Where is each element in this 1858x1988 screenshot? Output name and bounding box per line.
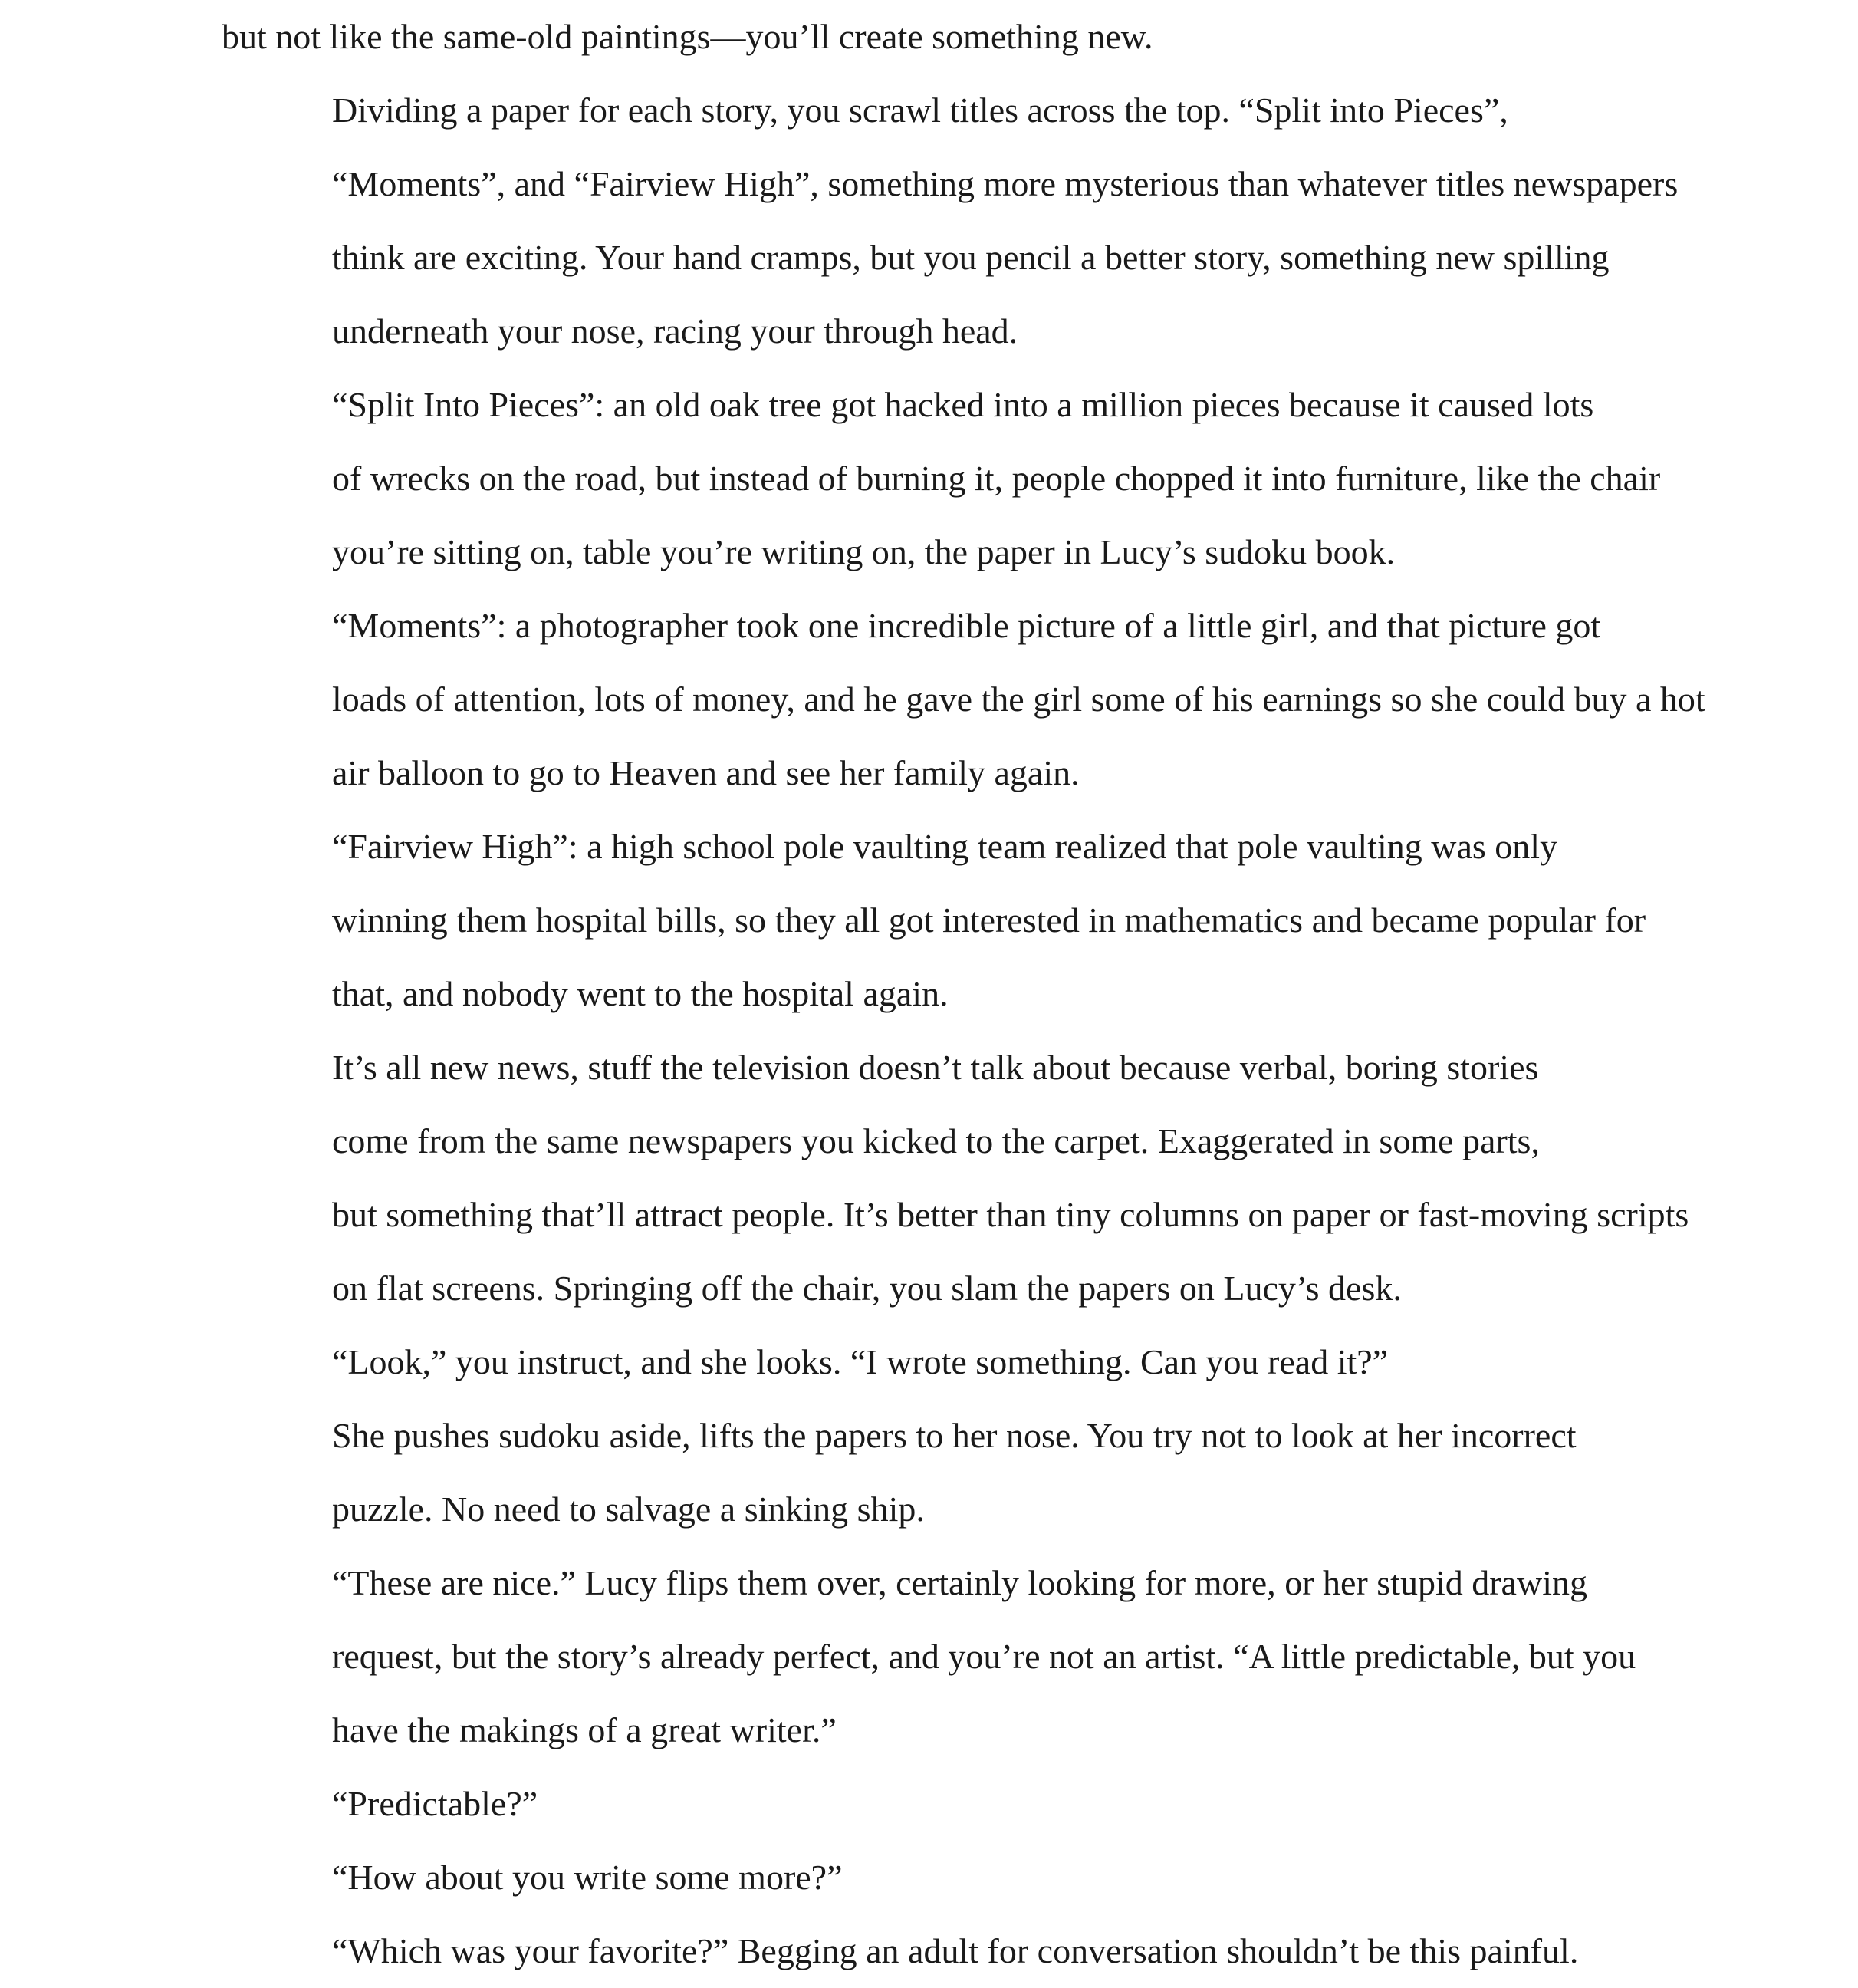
text-line: “Look,” you instruct, and she looks. “I wrote something. Can you read it?” (332, 1342, 1389, 1381)
text-line: “Which was your favorite?” Begging an adult for conversation shouldn’t be this painful. (332, 1931, 1579, 1970)
text-line: of wrecks on the road, but instead of burning it, people chopped it into furniture, like the chair (332, 459, 1661, 498)
document-body (222, 0, 1705, 1988)
text-line: loads of attention, lots of money, and he gave the girl some of his earnings so she could buy a hot (332, 680, 1705, 719)
text-line: It’s all new news, stuff the television doesn’t talk about because verbal, boring stories (332, 1048, 1539, 1087)
paragraph (222, 74, 1679, 368)
text-line: but something that’ll attract people. It’s better than tiny columns on paper or fast-moving scripts (332, 1195, 1689, 1234)
text-line: that, and nobody went to the hospital again. (332, 974, 949, 1013)
text-line: “How about you write some more?” (332, 1858, 843, 1897)
text-line: winning them hospital bills, so they all got interested in mathematics and became popular for (332, 900, 1646, 940)
text-line: She pushes sudoku aside, lifts the papers to her nose. You try not to look at her incorrect (332, 1416, 1577, 1455)
text-line: but not like the same-old paintings—you’ll create something new. (222, 17, 1153, 56)
paragraph (222, 1914, 1679, 1988)
text-line: air balloon to go to Heaven and see her family again. (332, 753, 1080, 792)
text-line: Dividing a paper for each story, you scrawl titles across the top. “Split into Pieces”, (332, 91, 1508, 130)
text-line: “Moments”, and “Fairview High”, something more mysterious than whatever titles newspapers (332, 164, 1679, 203)
text-line: “Moments”: a photographer took one incredible picture of a little girl, and that picture got (332, 606, 1601, 645)
text-line: have the makings of a great writer.” (332, 1710, 837, 1749)
paragraph (222, 810, 1679, 1031)
text-line: underneath your nose, racing your through head. (332, 311, 1018, 351)
text-line: request, but the story’s already perfect, and you’re not an artist. “A little predictable, but you (332, 1637, 1636, 1676)
text-line: “Split Into Pieces”: an old oak tree got hacked into a million pieces because it caused lots (332, 385, 1594, 424)
paragraph (222, 1546, 1679, 1767)
paragraph (222, 589, 1705, 810)
paragraph (222, 1325, 1679, 1399)
text-line: “Fairview High”: a high school pole vaulting team realized that pole vaulting was only (332, 827, 1558, 866)
text-line: puzzle. No need to salvage a sinking ship. (332, 1489, 925, 1529)
paragraph (222, 0, 1679, 74)
text-line: “These are nice.” Lucy flips them over, certainly looking for more, or her stupid drawing (332, 1563, 1587, 1602)
text-line: think are exciting. Your hand cramps, but you pencil a better story, something new spilling (332, 238, 1610, 277)
paragraph (222, 1841, 1679, 1914)
text-line: you’re sitting on, table you’re writing on, the paper in Lucy’s sudoku book. (332, 532, 1396, 571)
paragraph (222, 1031, 1689, 1325)
paragraph (222, 368, 1679, 589)
text-line: come from the same newspapers you kicked to the carpet. Exaggerated in some parts, (332, 1121, 1540, 1160)
text-line: “Predictable?” (332, 1784, 538, 1823)
paragraph (222, 1767, 1679, 1841)
paragraph (222, 1399, 1679, 1546)
text-line: on flat screens. Springing off the chair, you slam the papers on Lucy’s desk. (332, 1269, 1402, 1308)
